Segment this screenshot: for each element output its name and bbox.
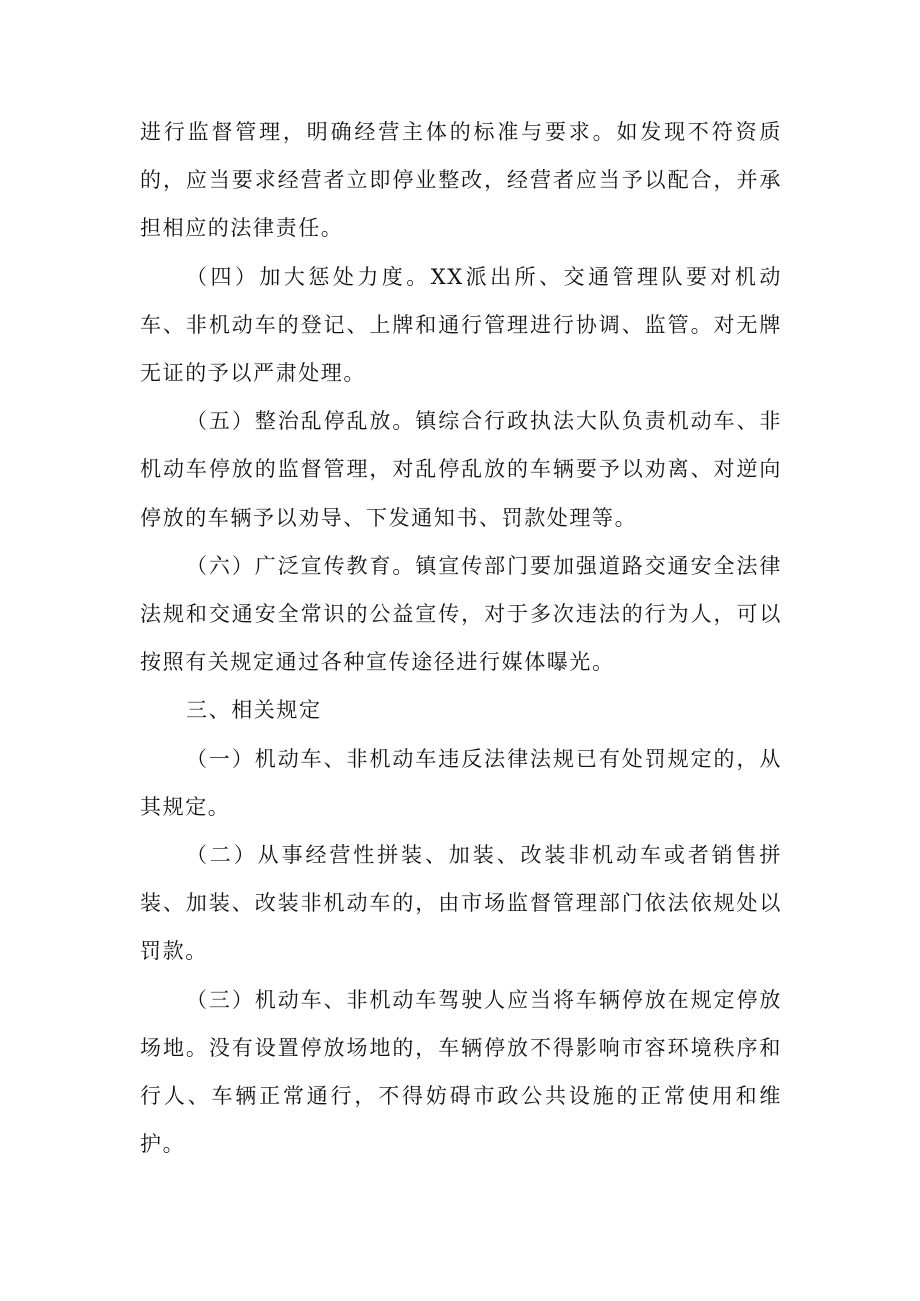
document-body xyxy=(140,108,782,1168)
paragraph-provision-three: （三）机动车、非机动车驾驶人应当将车辆停放在规定停放场地。没有设置停放场地的，车辆停放不得影响市容环境秩序和行人、车辆正常通行，不得妨碍市政公共设施的正常使用和维护。 xyxy=(140,987,782,1157)
paragraph-parking-rectification: （五）整治乱停乱放。镇综合行政执法大队负责机动车、非机动车停放的监督管理，对乱停乱放的车辆要予以劝离、对逆向停放的车辆予以劝导、下发通知书、罚款处理等。 xyxy=(140,409,782,530)
paragraph-publicity-education: （六）广泛宣传教育。镇宣传部门要加强道路交通安全法律法规和交通安全常识的公益宣传，对于多次违法的行为人，可以按照有关规定通过各种宣传途径进行媒体曝光。 xyxy=(140,553,782,675)
section-heading-related-provisions: 三、相关规定 xyxy=(186,698,322,723)
paragraph-provision-two: （二）从事经营性拼装、加装、改装非机动车或者销售拼装、加装、改装非机动车的，由市场监督管理部门依法依规处以罚款。 xyxy=(140,843,782,964)
paragraph-punishment: （四）加大惩处力度。XX派出所、交通管理队要对机动车、非机动车的登记、上牌和通行管理进行协调、监管。对无牌无证的予以严肃处理。 xyxy=(140,264,782,386)
paragraph-provision-one: （一）机动车、非机动车违反法律法规已有处罚规定的，从其规定。 xyxy=(140,746,782,819)
paragraph-supervision-continued: 进行监督管理，明确经营主体的标准与要求。如发现不符资质的，应当要求经营者立即停业整改，经营者应当予以配合，并承担相应的法律责任。 xyxy=(140,120,782,241)
